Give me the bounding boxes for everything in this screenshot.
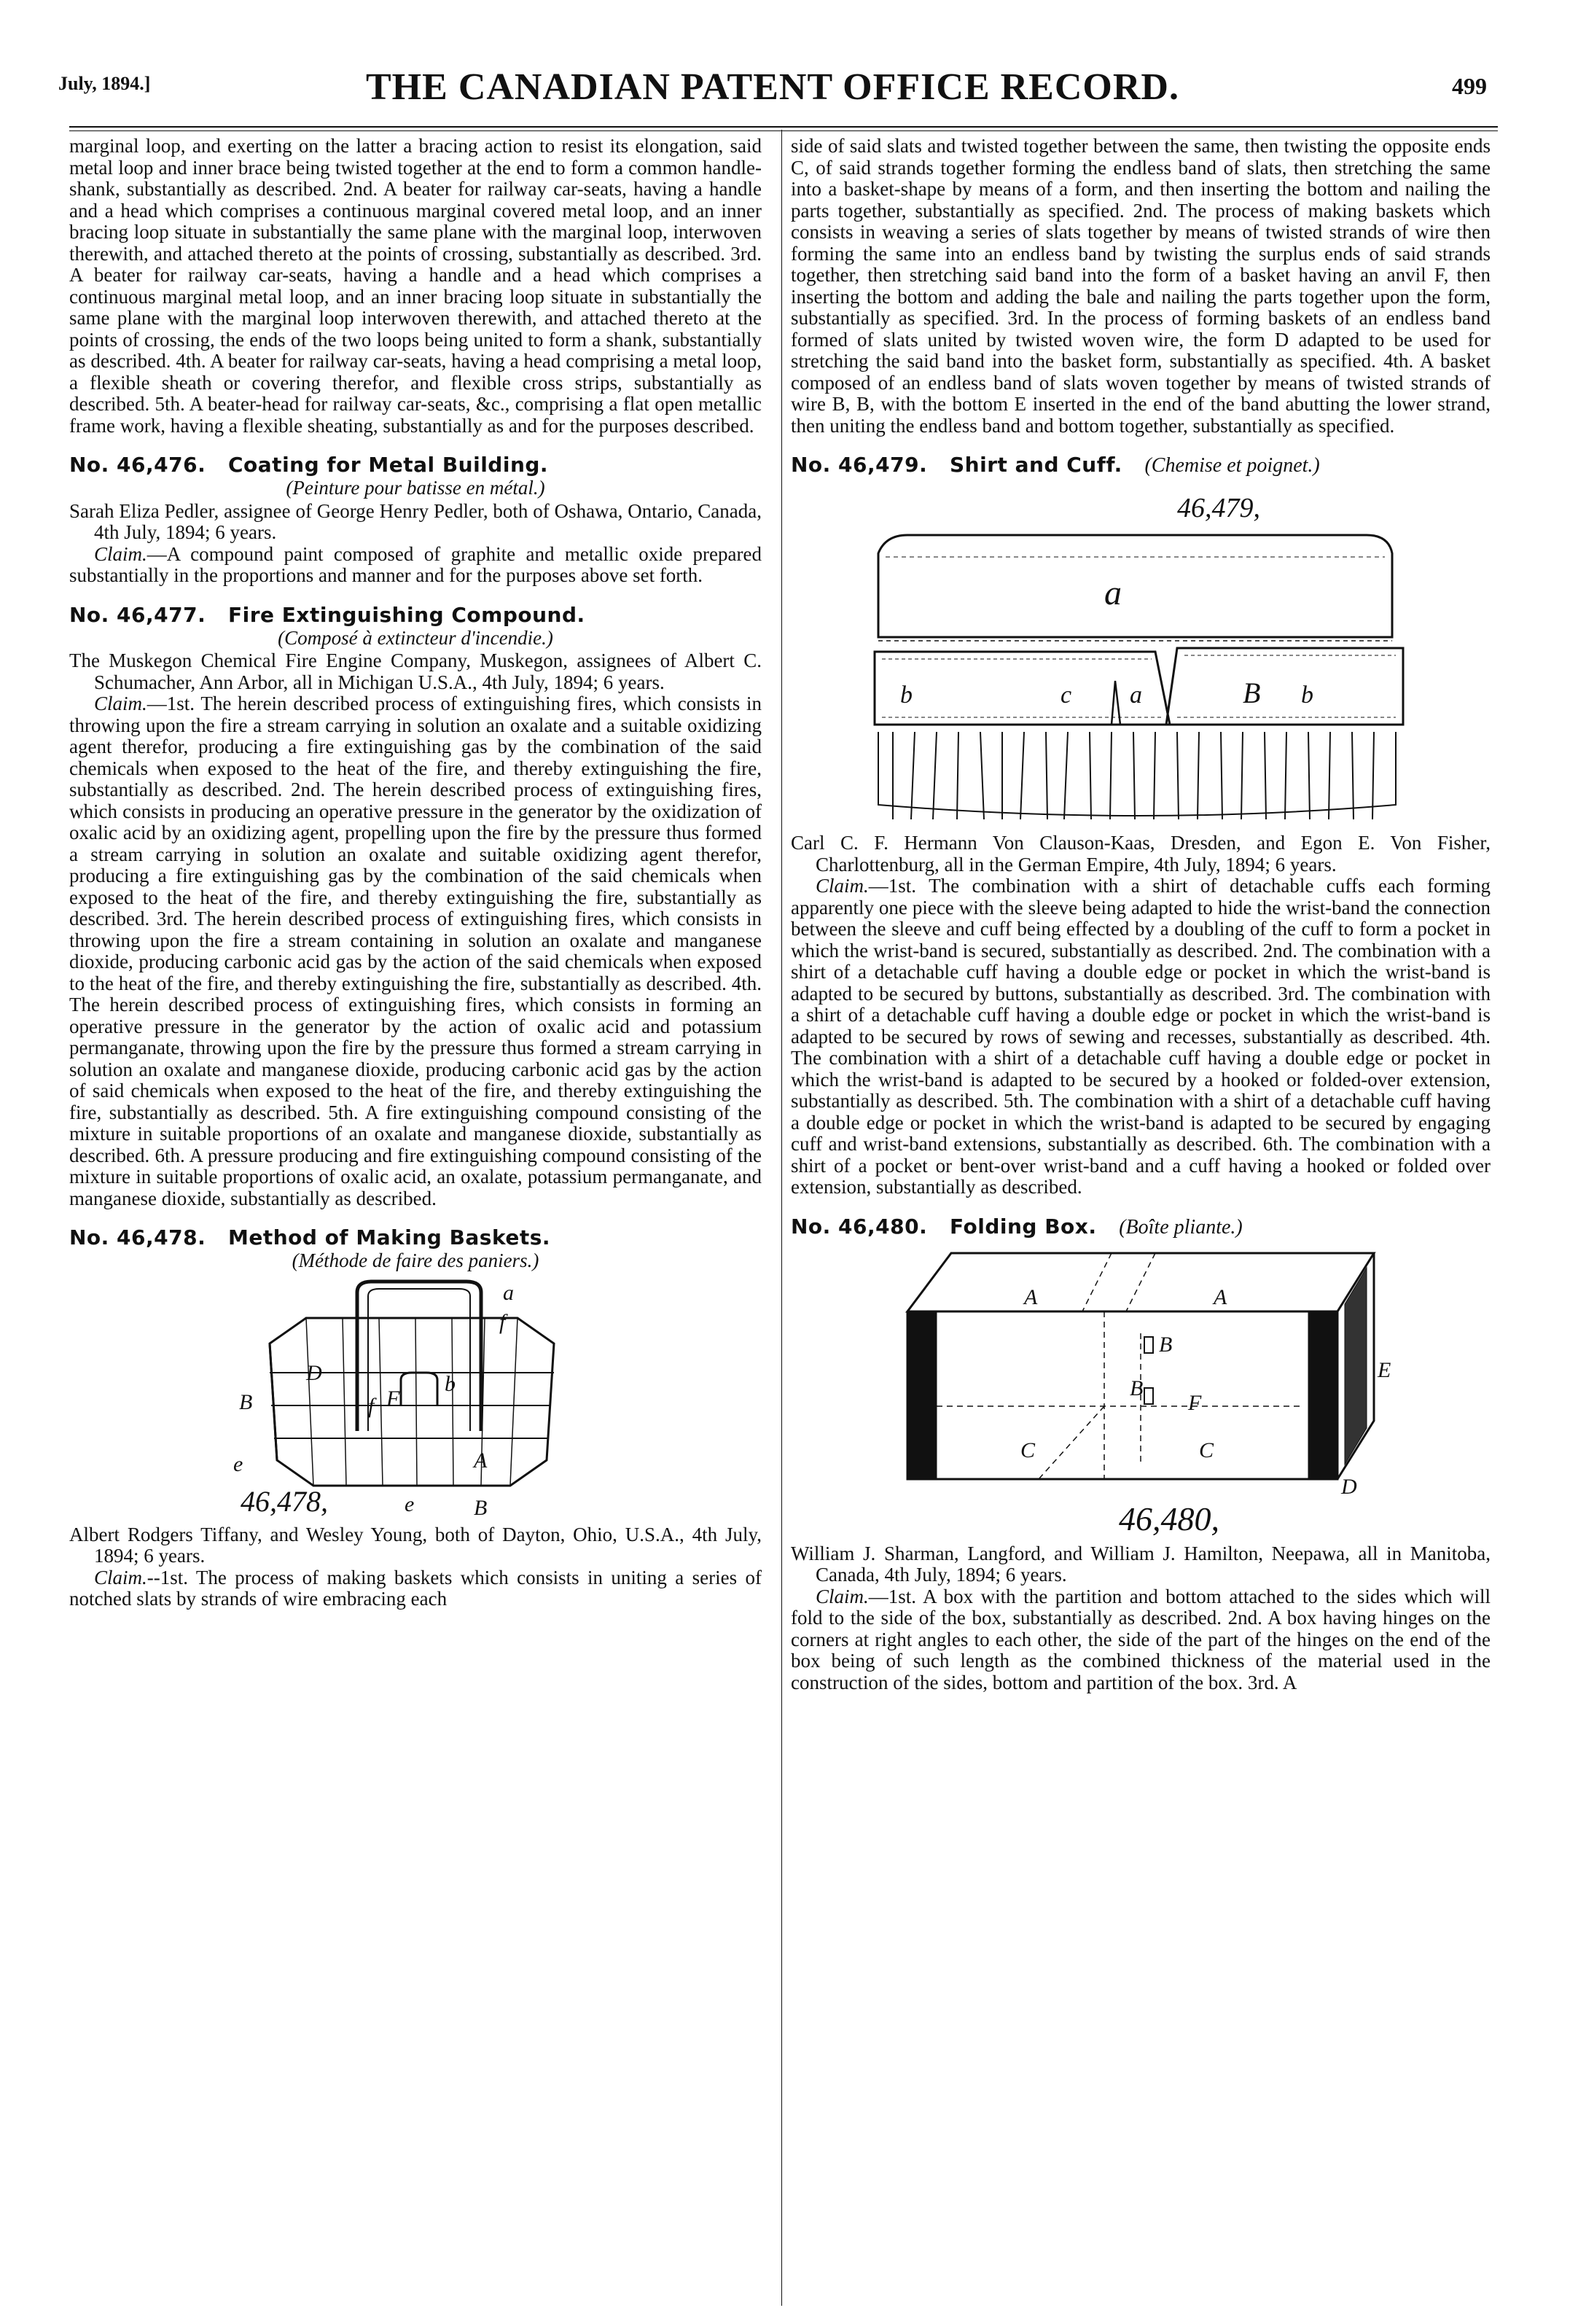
figure-letter: b — [1301, 682, 1313, 709]
figure-letter: e — [405, 1492, 415, 1516]
figure-letter: c — [1061, 682, 1072, 709]
figure-letter: A — [1024, 1284, 1038, 1309]
figure-letter: B — [1243, 676, 1261, 709]
figure-letter: f — [499, 1309, 506, 1334]
figure-letter: B — [1159, 1332, 1173, 1357]
figure-number: 46,480, — [1119, 1500, 1219, 1537]
figure-letter: e — [233, 1451, 243, 1476]
figure-letter: C — [1020, 1438, 1036, 1462]
continued-claim-text: marginal loop, and exerting on the latter a bracing action to resist its elongation, said metal loop and inner brace being twisted together at the end to form a common handle-shank, substantially as described. 2nd. A beater for railway car-seats, having a handle and a head which comprises a continuous marginal covered metal loop, and an inner bracing loop situate in substantially the same plane with the marginal loop, interwoven therewith, and attached thereto at the points of crossing, substantially as described. 3rd. A beater for railway car-seats, having a handle and a head which comprises a continuous marginal metal loop, and an inner bracing loop situate in substantially the same plane with the marginal loop interwoven therewith, and attached thereto at the points of crossing, the ends of the two loops being united to form a shank, substantially as described. 4th. A beater for railway car-seats, having a head comprising a metal loop, a flexible sheath or covering therefor, and flexible cross strips, substantially as described. 5th. A beater-head for railway car-seats, &c., comprising a flat open metallic frame work, having a flexible sheating, substantially as and for the purposes described. — [69, 135, 762, 437]
patent-assignee: Sarah Eliza Pedler, assignee of George Henry Pedler, both of Oshawa, Ontario, Canada, 4th July, 1894; 6 years. — [69, 499, 762, 543]
patent-claim — [791, 1586, 1491, 1694]
french-title: (Méthode de faire des paniers.) — [292, 1249, 539, 1271]
figure-letter: f — [368, 1393, 375, 1418]
claim-text: —1st. The combination with a shirt of detachable cuffs each forming apparently one piece with the sleeve being adapted to hide the wrist-band the connection between the sleeve and cuff being effected by a doubling of the cuff to form a pocket in which the wrist-band is secured, substantially as described. 2nd. The combination with a shirt of a detachable cuff having a double edge or pocket in which the wrist-band is adapted to be secured by buttons, substantially as described. 3rd. The combination with a shirt of a detachable cuff having a double edge or pocket in which the wrist-band is adapted to be secured by rows of sewing and recesses, substantially as described. 4th. The combination with a shirt of a detachable cuff having a double edge or pocket in which the wrist-band is adapted to be secured by a hooked or folded-over extension, substantially as described. 5th. The combination with a shirt of a detachable cuff having a double edge or pocket in which the wrist-band is adapted to be secured by engaging cuff and wrist-band extensions, substantially as described. 6th. The combination with a shirt of a pocket or bent-over wrist-band and a cuff having a hooked or folded over extension, substantially as described. — [791, 875, 1491, 1198]
patent-heading-46478 — [69, 1225, 762, 1250]
claim-label: Claim. — [94, 1566, 147, 1588]
figure-letter: E — [1378, 1357, 1391, 1382]
patent-assignee: The Muskegon Chemical Fire Engine Company, Muskegon, assignees of Albert C. Schumacher, Ann Arbor, all in Michigan U.S.A., 4th July, 1894; 6 years. — [69, 650, 762, 693]
figure-letter: D — [306, 1360, 322, 1385]
page-header — [44, 51, 1501, 124]
patent-title: Coating for Metal Building. — [228, 453, 549, 477]
right-column — [791, 136, 1491, 1693]
french-title: (Composé à extincteur d'incendie.) — [278, 626, 553, 649]
page-number: 499 — [1452, 73, 1487, 99]
issue-date: July, 1894.] — [58, 73, 151, 94]
patent-claim — [69, 1567, 762, 1610]
patent-title: Folding Box. — [950, 1214, 1097, 1239]
patent-claim — [69, 693, 762, 1209]
folding-box-figure — [864, 1246, 1418, 1537]
column-divider — [781, 130, 782, 2306]
patent-claim — [69, 544, 762, 587]
patent-assignee: Carl C. F. Hermann Von Clauson-Kaas, Dresden, and Egon E. Von Fisher, Charlottenburg, all in the German Empire, 4th July, 1894; 6 years. — [791, 832, 1491, 876]
figure-letter: a — [1104, 574, 1122, 612]
patent-heading-46477 — [69, 603, 762, 628]
header-rule — [69, 126, 1498, 128]
continued-claim-text: side of said slats and twisted together between the same, then twisting the opposite ends C, of said strands together forming the endless band of slats, then stretching the same into a basket-shape by means of a form, and then inserting the bottom and nailing the parts together, substantially as specified. 2nd. The process of making baskets which consists in weaving a series of slats together by means of twisted strands of wire then forming the same into an endless band by twisting the surplus ends of said strands together, then stretching said band into the form of a basket having an anvil F, then inserting the bottom and adding the bale and nailing the parts together upon the form, substantially as specified. 3rd. In the process of forming baskets of an endless band formed of slats united by twisted woven wire, the form D adapted to be used for stretching the said band into the basket form, substantially as specified. 4th. A basket composed of an endless band of slats woven together by means of twisted strands of wire B, B, with the bottom E inserted in the end of the band abutting the lower strand, then uniting the endless band and bottom together, substantially as specified. — [791, 135, 1491, 437]
figure-letter: b — [900, 682, 913, 709]
patent-title: Shirt and Cuff. — [950, 453, 1122, 477]
claim-label: Claim. — [816, 875, 869, 897]
patent-number: No. 46,478. — [69, 1225, 206, 1249]
figure-letter: A — [1214, 1284, 1227, 1309]
patent-assignee: William J. Sharman, Langford, and William J. Hamilton, Neepawa, all in Manitoba, Canada, 4th July, 1894; 6 years. — [791, 1542, 1491, 1586]
patent-title: Method of Making Baskets. — [228, 1225, 551, 1249]
patent-number: No. 46,477. — [69, 602, 206, 627]
patent-heading-46479 — [791, 453, 1491, 478]
patent-number: No. 46,479. — [791, 453, 928, 477]
claim-text: --1st. The process of making baskets which consists in uniting a series of notched slats by strands of wire embracing each — [69, 1566, 762, 1610]
figure-letter: B — [239, 1389, 253, 1414]
patent-title: Fire Extinguishing Compound. — [228, 602, 585, 627]
patent-claim — [791, 876, 1491, 1198]
figure-letter: F — [1188, 1390, 1202, 1415]
figure-letter: A — [474, 1448, 488, 1473]
claim-text: —A compound paint composed of graphite and metallic oxide prepared substantially in the proportions and manner and for the purposes above set forth. — [69, 542, 762, 586]
patent-assignee: Albert Rodgers Tiffany, and Wesley Young, both of Dayton, Ohio, U.S.A., 4th July, 1894; 6 years. — [69, 1523, 762, 1567]
figure-letter: b — [445, 1371, 456, 1396]
figure-letter: B — [474, 1495, 488, 1518]
shirt-cuff-figure — [864, 484, 1418, 827]
figure-letter: B — [1130, 1376, 1144, 1400]
patent-number: No. 46,476. — [69, 453, 206, 477]
french-title: (Chemise et poignet.) — [1144, 454, 1320, 477]
french-title: (Peinture pour batisse en métal.) — [286, 477, 545, 499]
figure-letter: C — [1199, 1438, 1214, 1462]
figure-letter: a — [1130, 682, 1142, 709]
header-rule-thin — [69, 130, 1498, 131]
figure-number: 46,479, — [1177, 493, 1260, 523]
claim-label: Claim. — [94, 693, 147, 714]
claim-text: —1st. A box with the partition and bottom attached to the sides which will fold to the side of the box, substantially as described. 2nd. A box having hinges on the corners at right angles to each other, the side of the part of the hinges on the end of the box being of such length as the combined thickness of the material used in the construction of the sides, bottom and partition of the box. 3rd. A — [791, 1585, 1491, 1693]
figure-number: 46,478, — [241, 1484, 328, 1518]
claim-label: Claim. — [816, 1585, 869, 1607]
patent-number: No. 46,480. — [791, 1214, 928, 1239]
patent-heading-46480 — [791, 1214, 1491, 1240]
figure-letter: a — [503, 1280, 514, 1305]
figure-letter: F — [386, 1386, 400, 1411]
basket-figure — [226, 1278, 605, 1518]
patent-heading-46476 — [69, 453, 762, 477]
left-column — [69, 136, 762, 1610]
figure-letter: D — [1341, 1474, 1357, 1499]
french-title: (Boîte pliante.) — [1119, 1215, 1243, 1239]
journal-title: THE CANADIAN PATENT OFFICE RECORD. — [366, 66, 1179, 108]
claim-label: Claim. — [94, 542, 147, 565]
claim-text: —1st. The herein described process of extinguishing fires, which consists in throwing upon the fire a stream carrying in solution an oxalate and a suitable oxidizing agent therefor, producing a fire extinguishing gas by the combination of the said chemicals when exposed to the heat of the fire, and thereby extinguishing the fire, substantially as described. 2nd. The herein described process of extinguishing fires, which consists in producing an operative pressure in the generator by the oxidization of oxalic acid by an oxidizing agent, propelling upon the fire by the pressure thus formed a stream carrying in solution an oxalate and suitable oxidizing agent therefor, producing a fire extinguishing gas by the combination of the said chemicals when exposed to the heat of the fire, and thereby extinguishing the fire, substantially as described. 3rd. The herein described process of extinguishing fires, which consists in throwing upon the fire a stream containing in solution an oxalate and manganese dioxide, producing carbonic acid gas by the action of the said chemicals when exposed to the heat of the fire, and thereby extinguishing the fire, substantially as described. 4th. The herein described process of extinguishing fires, which consists in forming an operative pressure in the generator by the action of oxalic acid and potassium permanganate, throwing upon the fire by the pressure thus formed a stream carrying in solution an oxalate and manganese dioxide, producing carbonic acid gas by the action of said chemicals when exposed to the heat of the fire, and thereby extinguishing the fire, substantially as described. 5th. A fire extinguishing compound consisting of the mixture in suitable proportions of an oxalate and manganese dioxide, substantially as described. 6th. A pressure producing and fire extinguishing compound consisting of the mixture in suitable proportions of oxalic acid, an oxalate, potassium permanganate, and manganese dioxide, substantially as described. — [69, 693, 762, 1209]
